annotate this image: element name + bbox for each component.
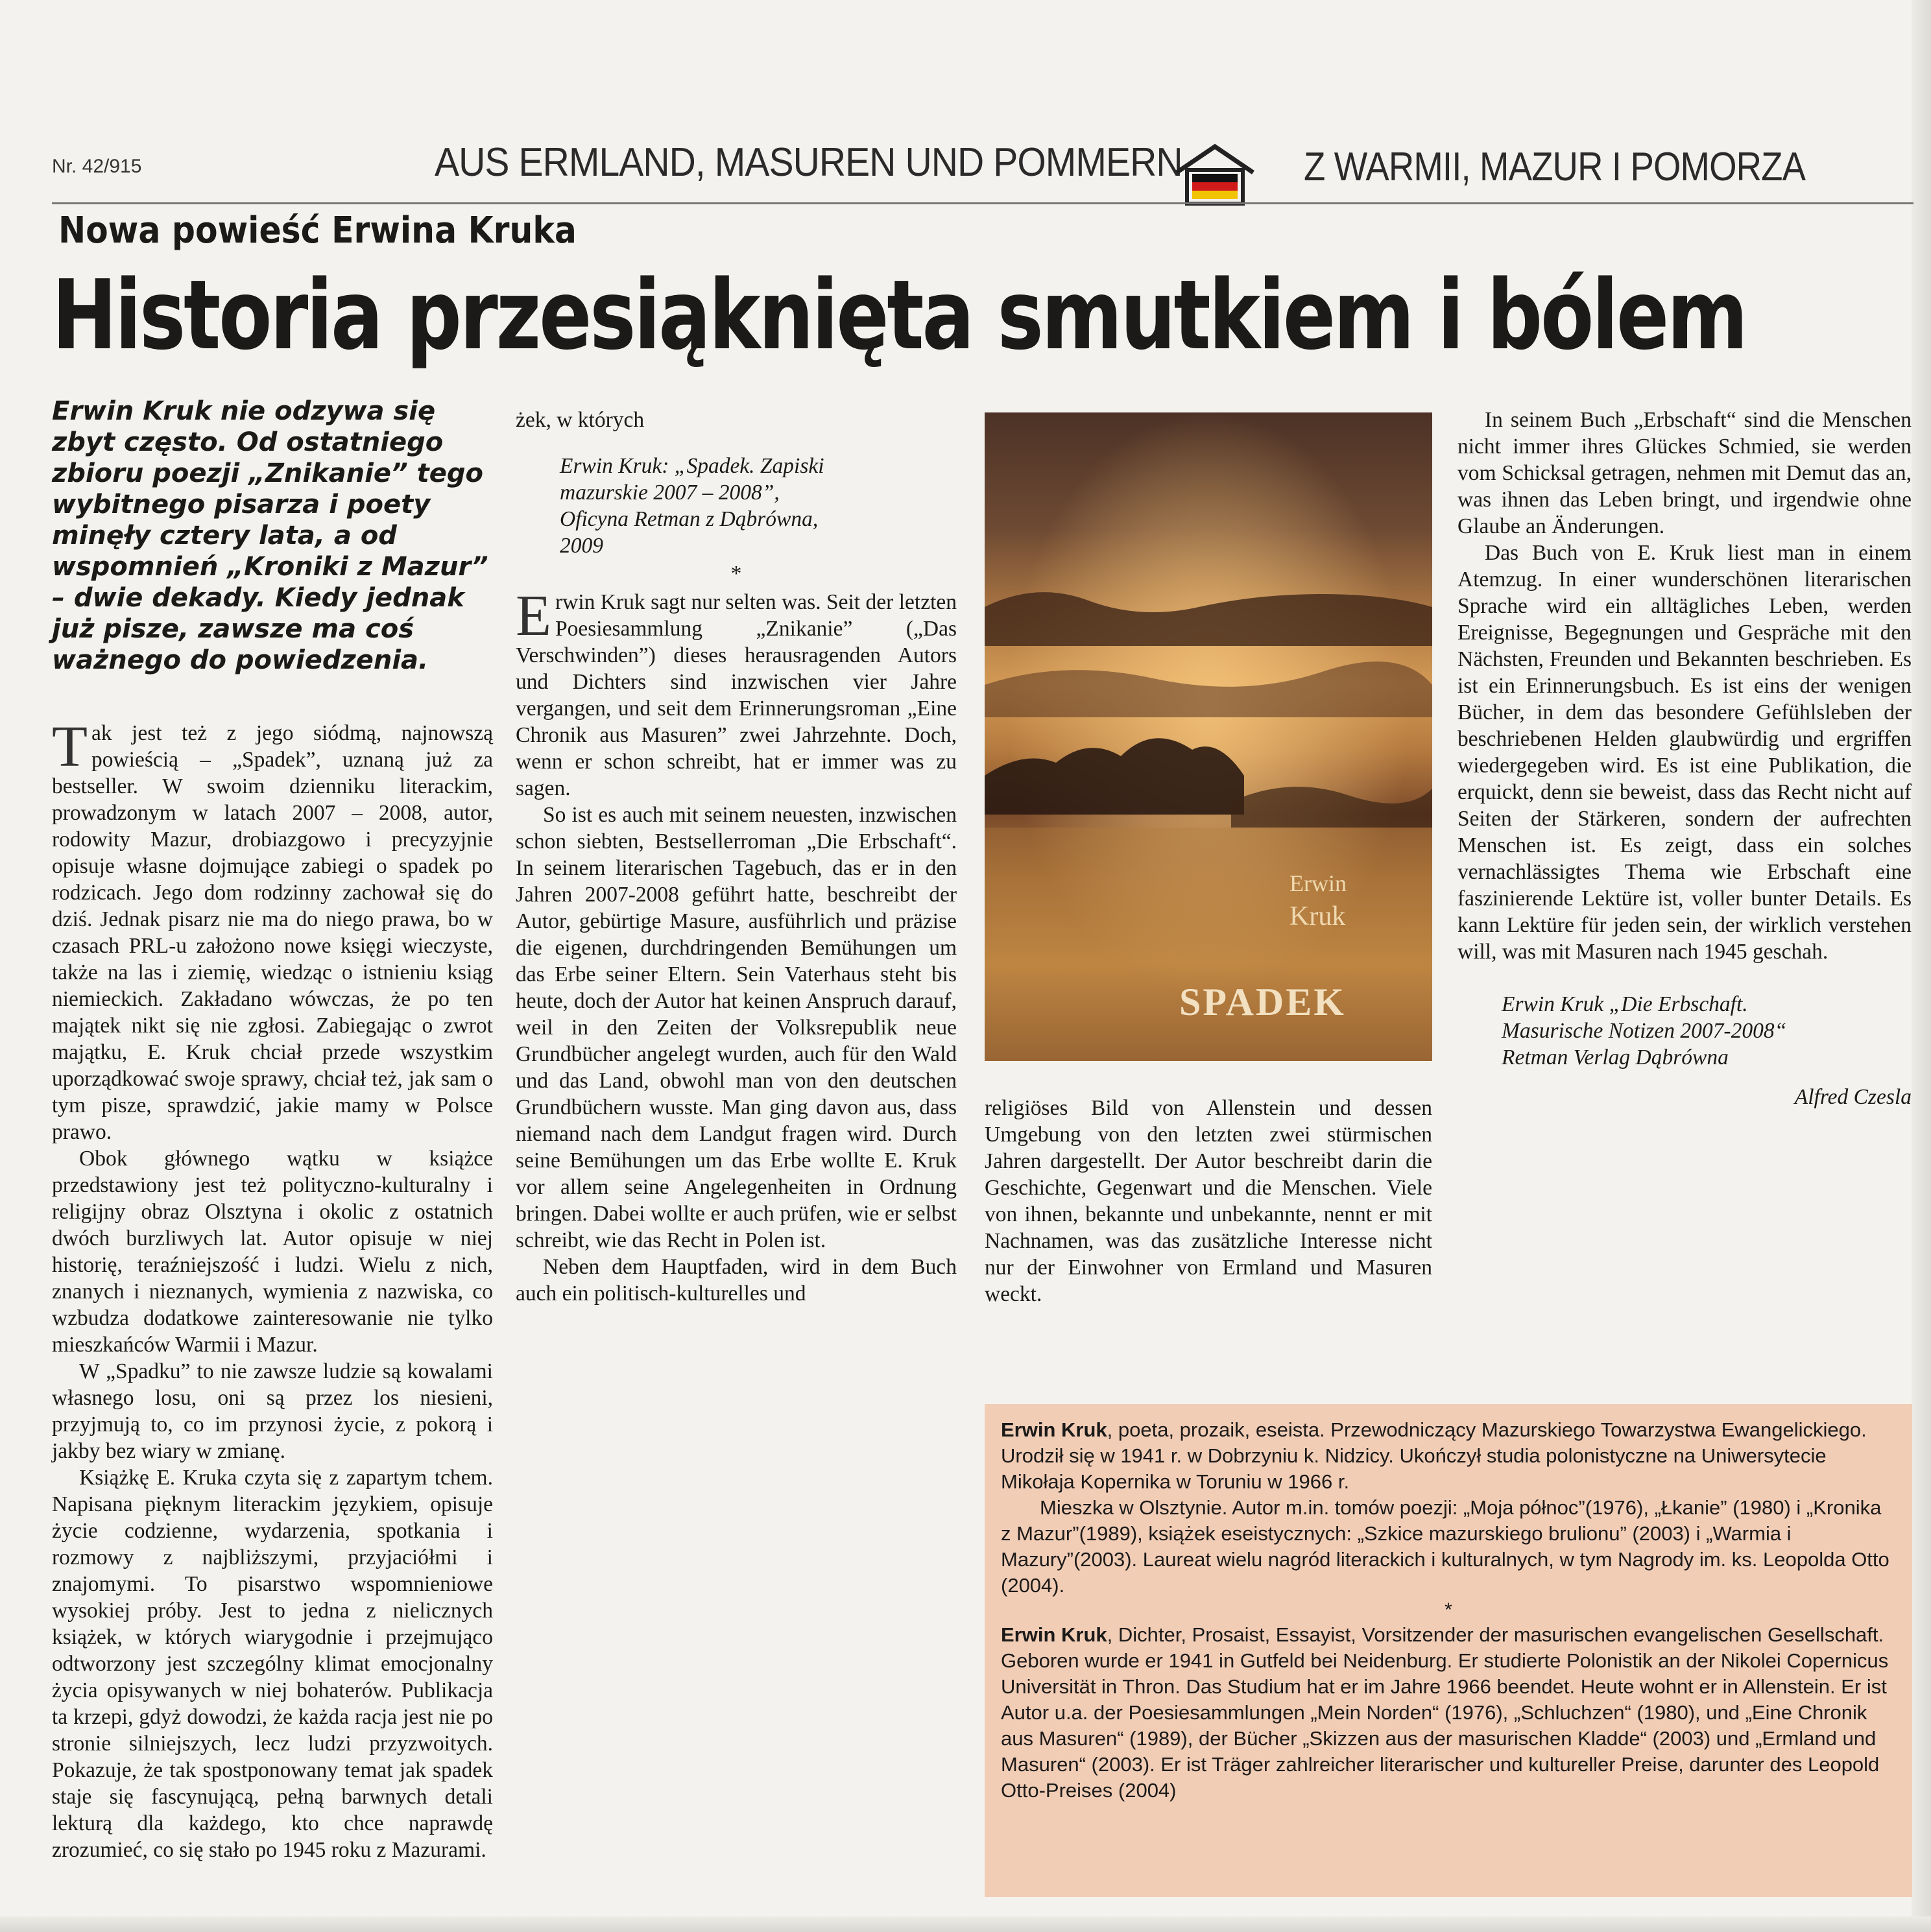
article-headline: Historia przesiąknięta smutkiem i bólem <box>52 259 1746 371</box>
pl-paragraph-4-part-1: Książkę E. Kruka czyta się z zapartym tchem. Napisana pięknym literackim językiem, opisuje życie codzienne, wydarzenia, spotkania i rozmowy z najbliższymi, przyjaciółmi i znajomymi. To pisarstwo wspomnieniowe wysokiej próby. Jest to jedna z nielicznych książek, w których wiarygodnie i przejmująco odtworzony jest szczególny klimat emocjonalny życia opisywanych w niej bohaterów. Publikacja ta krzepi, gdyż dowodzi, że każda racja jest nie po stronie silniejszych, lecz ludzi przyzwoitych. Pokazuje, że tak spostponowany temat jak spadek staje się fascynującą, pełną barwnych detali lekturą dla każdego, kto chce naprawdę zrozumieć, co się stało po 1945 roku z Mazurami. <box>52 1466 493 1862</box>
article-kicker: Nowa powieść Erwina Kruka <box>58 209 577 252</box>
de-paragraph-2: So ist es auch mit seinem neuesten, inzwischen schon siebten, Bestsellerroman „Die Erbschaft“. In seinem literarischen Tagebuch, das er in den Jahren 2007-2008 geführt hatte, beschreibt der Autor, gebürtige Masure, ausführlich und präzise die eigenen, durchdringenden Bemühungen um das Erbe seiner Eltern. Sein Vaterhaus steht bis heute, doch der Autor hat keinen Anspruch darauf, weil in den Zeiten der Volksrepublik neue Grundbücher angelegt wurden, auch für den Wald und das Land, obwohl man von den deutschen Grundbüchern wusste. Man ging davon aus, dass niemand nach dem Landgut fragen wird. Durch seine Bemühungen um das Erbe wollte E. Kruk vor allem seine Angelegenheiten in Ordnung bringen. Dabei wollte er auch prüfen, wie er selbst schreibt, wie das Recht in Polen ist. <box>516 803 957 1252</box>
de-paragraph-1: Erwin Kruk sagt nur selten was. Seit der letzten Poesiesammlung „Znikanie” („Das Verschwinden”) dieses herausragenden Autors und Dichters sind inzwischen vier Jahre vergangen, und seit dem Erinnerungsroman „Eine Chronik aus Masuren” zwei Jahrzehnte. Doch, wenn er schon schreibt, hat er immer was zu sagen. <box>516 584 957 800</box>
pl-paragraph-3: W „Spadku” to nie zawsze ludzie są kowalami własnego losu, oni są przez los niesieni, przyjmują to, co im przynosi życie, z pokorą i jakby bez wiary w zmianę. <box>52 1359 493 1463</box>
bio-separator-star: * <box>1445 1599 1452 1621</box>
de-citation-line: Retman Verlag Dąbrówna <box>1502 1045 1729 1069</box>
bio-pl-paragraph-1: Erwin Kruk, poeta, prozaik, eseista. Przewodniczący Mazurskiego Towarzystwa Ewangelickiego. Urodził się w 1941 r. w Dobrzyniu k. Nidzicy. Ukończył studia polonistyczne na Uniwersytecie Mikołaja Kopernika w Toruniu w 1966 r. <box>1001 1418 1867 1493</box>
dropcap-de: E <box>516 584 551 648</box>
bio-de-name: Erwin Kruk <box>1001 1623 1107 1646</box>
section-title-pl: Z WARMII, MAZUR I POMORZA <box>1304 145 1806 189</box>
page-edge-right <box>1912 0 1931 1932</box>
article-lead: Erwin Kruk nie odzywa się zbyt często. Od ostatniego zbioru poezji „Znikanie” tego wybitnego pisarza i poety minęły cztery lata, a od wspomnień „Kroniki z Mazur” – dwie dekady. Kiedy jednak już pisze, zawsze ma coś ważnego do powiedzenia. <box>52 396 488 675</box>
pl-citation-line: Erwin Kruk: „Spadek. Zapiski <box>560 454 824 478</box>
pl-citation-line: Oficyna Retman z Dąbrówna, <box>560 507 819 531</box>
pl-citation-line: 2009 <box>560 534 603 558</box>
column-3 <box>985 1095 1432 1307</box>
landscape-illustration <box>985 412 1432 1061</box>
issue-number: Nr. 42/915 <box>52 156 142 177</box>
de-citation-line: Masurische Notizen 2007-2008“ <box>1502 1019 1787 1043</box>
bio-pl-name: Erwin Kruk <box>1001 1418 1107 1441</box>
page-edge-bottom <box>0 1916 1931 1932</box>
pl-paragraph-2: Obok głównego wątku w książce przedstawiony jest też polityczno-kulturalny i religijny obraz Olsztyna i okolic z ostatnich dwóch burzliwych lat. Autor opisuje w niej historię, teraźniejszość i ludzi. Wielu z nich, znanych i nieznanych, wymienia z nazwiska, co wzbudza dodatkowe zainteresowanie nie tylko mieszkańców Warmii i Mazur. <box>52 1147 493 1357</box>
column-4 <box>1457 407 1912 1110</box>
book-cover-image <box>985 412 1432 1061</box>
column-2 <box>516 407 957 1307</box>
section-title-de: AUS ERMLAND, MASUREN UND POMMERN <box>435 140 1182 185</box>
pl-paragraph-4-part-2: żek, w których <box>516 408 645 432</box>
author-signature: Alfred Czesla <box>1794 1085 1912 1109</box>
bio-pl-paragraph-2: Mieszka w Olsztynie. Autor m.in. tomów poezji: „Moja północ”(1976), „Łkanie” (1980) i „Kronika z Mazur”(1989), książek eseistycznych: „Szkice mazurskiego brulionu” (2003) i „Warmia i Mazury”(2003). Laureat wielu nagród literackich i kulturalnych, w tym Nagrody im. ks. Leopolda Otto (2004). <box>1001 1496 1889 1597</box>
de-paragraph-4: In seinem Buch „Erbschaft“ sind die Menschen nicht immer ihres Glückes Schmied, sie werden vom Schicksal getragen, nehmen mit Demut das an, was ihnen das Leben bringt, und irgendwie ohne Glaube an Änderungen. <box>1457 408 1912 538</box>
de-citation-line: Erwin Kruk „Die Erbschaft. <box>1502 992 1748 1016</box>
book-title: SPADEK <box>1179 981 1346 1023</box>
author-bio-box <box>985 1404 1912 1897</box>
book-author-first: Erwin <box>1289 870 1347 896</box>
pl-paragraph-1: Tak jest też z jego siódmą, najnowszą powieścią – „Spadek”, uznaną już za bestseller. W swoim dzienniku literackim, prowadzonym w latach 2007 – 2008, autor, rodowity Mazur, drobiazgowo i precyzyjnie opisuje własne dojmujące zabiegi o spadek po rodzicach. Jego dom rodzinny zachował się do dziś. Jednak pisarz nie ma do niego prawa, bo w czasach PRL-u założono nowe księgi wieczyste, także na las i ziemię, wiedząc o istnieniu ksiąg niemieckich. Zakładano wówczas, że po ten majątek nikt się nie zgłosi. Zabiegając o zwrot majątku, E. Kruk chciał przede wszystkim uporządkować swoje sprawy, chciał też, jak sam o tym pisze, sprawdzić, jakie mamy w Polsce prawo. <box>52 715 493 1144</box>
book-author-last: Kruk <box>1289 901 1346 931</box>
column-1 <box>52 715 493 1863</box>
de-paragraph-3-part-1: Neben dem Hauptfaden, wird in dem Buch auch ein politisch-kulturelles und <box>516 1255 957 1306</box>
pl-book-citation <box>516 453 957 559</box>
bio-de-paragraph: Erwin Kruk, Dichter, Prosaist, Essayist, Vorsitzender der masurischen evangelischen Gesellschaft. Geboren wurde er 1941 in Gutfeld bei Neidenburg. Er studierte Polonistik an der Nikolei Copernicus Universität in Thron. Das Studium hat er im Jahre 1966 beendet. Heute wohnt er in Allenstein. Er ist Autor u.a. der Poesiesammlungen „Mein Norden“ (1976), „Schluchzen“ (1980), und „Eine Chronik aus Masuren“ (1989), der Bücher „Skizzen aus der masurischen Kladde“ (2003) und „Ermland und Masuren“ (2003). Er ist Träger zahlreicher literarischer und kultureller Preise, darunter des Leopold Otto-Preises (2004) <box>1001 1623 1889 1802</box>
de-paragraph-3-part-2: religiöses Bild von Allenstein und dessen Umgebung von den letzten zwei stürmischen Jahren dargestellt. Der Autor beschreibt darin die Geschichte, Gegenwart und die Menschen. Viele von ihnen, bekannte und unbekannte, nennt er mit Nachnamen, was das zusätzliche Interesse nicht nur der Einwohner von Ermland und Masuren weckt. <box>985 1096 1432 1306</box>
de-book-citation <box>1457 991 1912 1071</box>
de-paragraph-5: Das Buch von E. Kruk liest man in einem Atemzug. In einer wunderschönen literarischen Sprache wird ein alltägliches Leben, werden Ereignisse, Begegnungen und Gespräche mit den Nächsten, Freunden und Bekannten beschrieben. Es ist ein Erinnerungsbuch. Es ist eins der wenigen Bücher, in dem das besondere Gefühlsleben der beschriebenen Helden glaubwürdig und ergriffen wiedergegeben wird. Es ist eine Publikation, die erquickt, denn sie beweist, dass das Recht nicht auf Seiten der Stärkeren, sondern der aufrechten Menschen ist. Es zeigt, dass ein solches vernachlässigtes Thema wie Erbschaft eine faszinierende Lektüre ist, voller bunter Details. Es kann Lektüre für jeden sein, der wirklich verstehen will, was mit Masuren nach 1945 geschah. <box>1457 541 1912 964</box>
dropcap-pl: T <box>52 715 88 779</box>
separator-star: * <box>730 562 742 586</box>
house-flag-icon <box>1173 141 1257 206</box>
pl-citation-line: mazurskie 2007 – 2008”, <box>560 481 780 505</box>
header-rule <box>52 202 1913 204</box>
